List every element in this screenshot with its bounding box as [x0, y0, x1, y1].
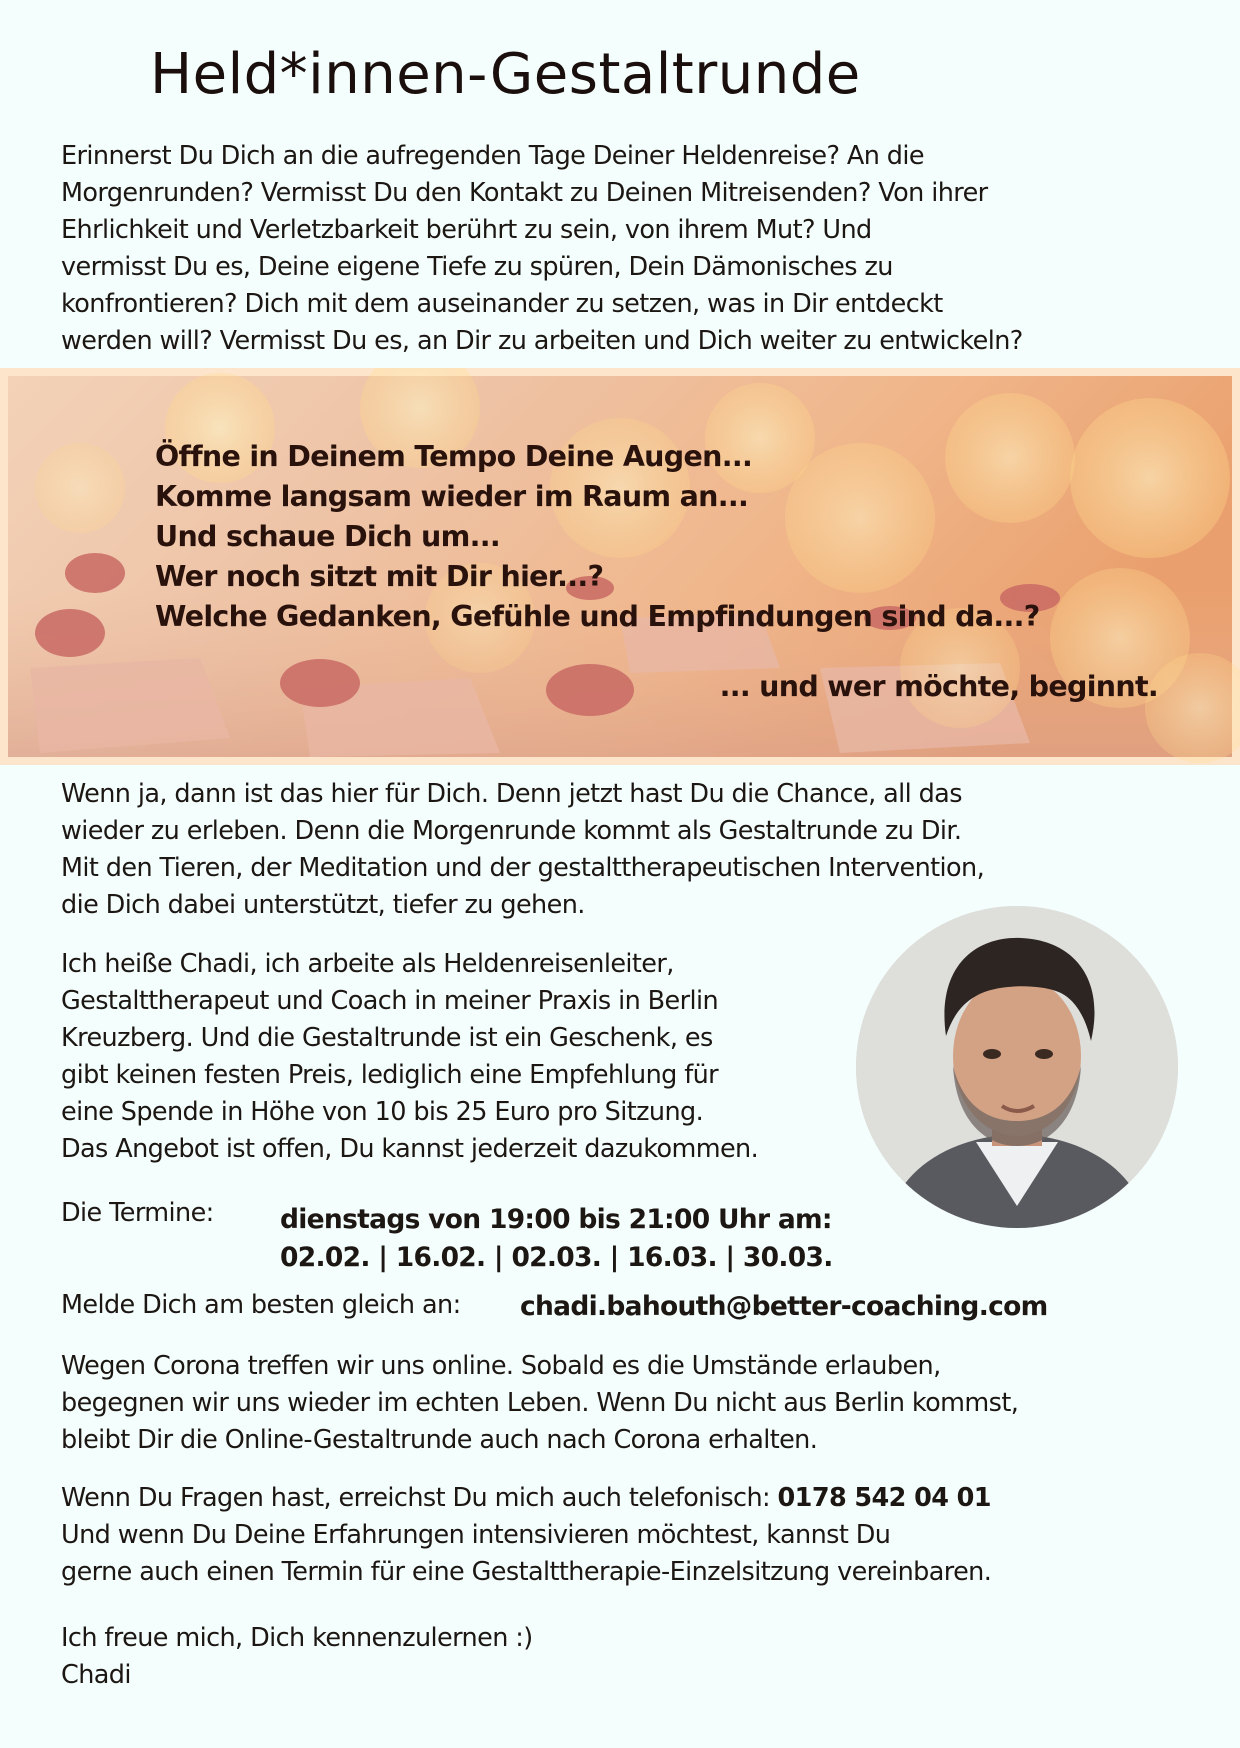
page-title: Held*innen-Gestaltrunde	[150, 42, 861, 107]
banner-closing: ... und wer möchte, beginnt.	[719, 670, 1158, 703]
paragraph-about-me: Ich heiße Chadi, ich arbeite als Heldenreisenleiter, Gestalttherapeut und Coach in meiner Praxis in Berlin Kreuzberg. Und die Gestaltrunde ist ein Geschenk, es gibt keinen festen Preis, lediglich eine Empfehlung für eine Spende in Höhe von 10 bis 25 Euro pro Sitzung. Das Angebot ist offen, Du kannst jederzeit dazukommen.	[61, 949, 759, 1164]
fragen-rest: Und wenn Du Deine Erfahrungen intensivieren möchtest, kannst Du gerne auch einen Termin für eine Gestalttherapie-Einzelsitzung vereinbaren.	[61, 1520, 992, 1587]
portrait-photo	[856, 906, 1178, 1228]
portrait-illustration	[856, 906, 1178, 1228]
paragraph-wenn-ja: Wenn ja, dann ist das hier für Dich. Denn jetzt hast Du die Chance, all das wieder zu erleben. Denn die Morgenrunde kommt als Gestaltrunde zu Dir. Mit den Tieren, der Meditation und der gestalttherapeutischen Intervention, die Dich dabei unterstützt, tiefer zu gehen.	[61, 779, 985, 920]
banner-quote: Öffne in Deinem Tempo Deine Augen... Komme langsam wieder im Raum an... Und schaue Dich um... Wer noch sitzt mit Dir hier...? Welche Gedanken, Gefühle und Empfindungen sind da...?	[155, 440, 1040, 633]
phone-number[interactable]: 0178 542 04 01	[777, 1483, 991, 1513]
termine-label: Die Termine:	[61, 1198, 214, 1228]
email-link[interactable]: chadi.bahouth@better-coaching.com	[520, 1291, 1048, 1322]
paragraph-corona: Wegen Corona treffen wir uns online. Sobald es die Umstände erlauben, begegnen wir uns wieder im echten Leben. Wenn Du nicht aus Berlin kommst, bleibt Dir die Online-Gestaltrunde auch nach Corona erhalten.	[61, 1351, 1019, 1455]
termine-value	[280, 1201, 833, 1277]
intro-paragraph: Erinnerst Du Dich an die aufregenden Tage Deiner Heldenreise? An die Morgenrunden? Vermisst Du den Kontakt zu Deinen Mitreisenden? Von ihrer Ehrlichkeit und Verletzbarkeit berührt zu sein, von ihrem Mut? Und vermisst Du es, Deine eigene Tiefe zu spüren, Dein Dämonisches zu konfrontieren? Dich mit dem auseinander zu setzen, was in Dir entdeckt werden will? Vermisst Du es, an Dir zu arbeiten und Dich weiter zu entwickeln?	[61, 141, 1023, 356]
termine-weekday-time: dienstags von 19:00 bis 21:00 Uhr am:	[280, 1204, 832, 1235]
termine-dates: 02.02. | 16.02. | 02.03. | 16.03. | 30.03.	[280, 1242, 833, 1273]
paragraph-fragen	[61, 1480, 991, 1591]
fragen-text: Wenn Du Fragen hast, erreichst Du mich auch telefonisch:	[61, 1483, 778, 1513]
anmeldung-label: Melde Dich am besten gleich an:	[61, 1290, 461, 1320]
closing-signature: Ich freue mich, Dich kennenzulernen :) Chadi	[61, 1623, 533, 1690]
